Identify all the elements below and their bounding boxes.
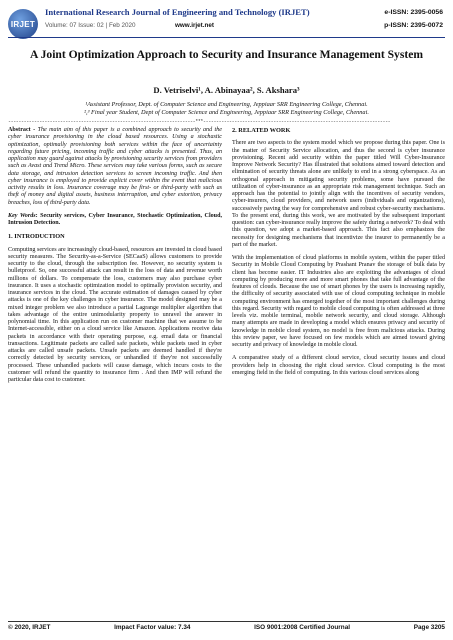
introduction-heading: 1. INTRODUCTION (8, 233, 65, 241)
footer-impact-factor: Impact Factor value: 7.34 (114, 624, 191, 631)
introduction-text: Computing services are increasingly cloud-based, resources are invested in cloud based security measures. The Security-as-a-Service (SECaaS) allows customers to provide security to the cloud, through the subscription fee. However, no security system is bulletproof. So, one successful attack can result in the loss of data and revenue worth millions of dollars. To compensate the loss, customers may also purchase cyber insurance. It uses a stochastic optimization model to optimally provision security, and insurance services in the cloud. The accurate estimation of damages caused by cyber attacks is one of the key challenges in cyber insurance. The model designed may be a mixed integer problem we also introduce a partial Lagrange multiplier algorithm that takes advantage of the entire unimodularity property to unravel the answer in polynomial time. In this application run on customer machine that we assume to be Internet-accessible, either on a cloud service like Amazon. Applications receive data packets in accordance with their operating purpose, e.g. email data or financial transactions. Legitimate packets are called safe packets, while packets used in cyber attacks are called unsafe packets. Unsafe packets are deemed handled if they're correctly detected by security services, or unhandled if they're not successfully processed. These unhandled packets will cause damage, which incurs costs to the customer will refund the quantity to insurance firm . And then IMP will refund the particular data cost to customer. (8, 246, 222, 383)
author-list: D. Vetriselvi¹, A. Abinayaa², S. Akshara³ (153, 85, 300, 95)
p-issn: p-ISSN: 2395-0072 (384, 22, 443, 29)
affiliation-1: ¹Assistant Professor, Dept. of Computer Science and Engineering, Jeppiaar SRR Engineering College, Chennai. (85, 101, 368, 108)
page-footer (8, 624, 445, 631)
footer-copyright: © 2020, IRJET (8, 624, 51, 631)
keywords (8, 213, 222, 228)
section-separator: ------------------------------------------------------------------------***------------------------------------------------------------------------ (8, 119, 391, 125)
volume-issue-line (45, 22, 214, 29)
abstract-label: Abstract - (8, 127, 36, 133)
abstract (8, 127, 222, 207)
related-work-heading: 2. RELATED WORK (232, 127, 291, 134)
left-column (8, 127, 222, 390)
e-issn: e-ISSN: 2395-0056 (384, 9, 443, 16)
related-work-paragraph-2: With the implementation of cloud platforms in mobile system, within the paper titled Security in Mobile Cloud Computing by Prashant Pranav the storage of bulk data by client has become easier. IT Industries also are exploiting the advantages of cloud computing by producing more and more smart phones that take full advantage of the features of clouds. Because the use of smart phones by the users is increasing rapidly, the difficulty of security associated with use of cloud computing technique in mobile computing environment has emerged together of the most important challenges during this regard. Security with regard to mobile cloud computing is often addressed at three levels viz. mobile terminal, mobile network security, and cloud storage. Although many attempts are made in developing a model which ensures privacy and security of knowledge in mobile cloud system, no model is free from malicious attacks. During this review paper, we have focused on few models which are aimed toward giving security and privacy of knowledge in mobile cloud. (232, 255, 445, 348)
keywords-label: Key Words (8, 212, 36, 219)
abstract-text: The main aim of this paper is a combined approach to security and the cyber insurance provisioning in the cloud based resources. Using a stochastic optimization, optimally provisioning both services within the face of uncertainty regarding future pricing, incoming traffic and cyber attacks is presented. Thus, an application may guard against attacks by provisioning security services from providers such as Avast and Trend Micro. These services may take various forms, such as secure data storage, and intrusion detection services to screen incoming traffic. And then cyber insurance is employed to provide explicit cover within the event that malicious activity results in loss. Insurance coverage may be first- or third-party with such as theft of money and digital assets, business interruption, and cyber extortion, privacy breaches, loss of third-party data. (8, 127, 222, 206)
journal-title: International Research Journal of Engineering and Technology (IRJET) (45, 7, 310, 17)
footer-page-number: Page 3205 (413, 624, 445, 631)
volume-issue: Volume: 07 Issue: 02 | Feb 2020 (45, 22, 136, 29)
header-divider (8, 37, 445, 38)
footer-divider (8, 621, 445, 622)
right-column (232, 127, 445, 383)
journal-website[interactable]: www.irjet.net (175, 22, 214, 29)
paper-title: A Joint Optimization Approach to Security and Insurance Management System (29, 48, 423, 61)
related-work-paragraph-1: There are two aspects to the system model which we propose during this paper. One is the matter of Security Service allocation, and thus the second is cyber insurance provisioning. Recent add security within the paper titled Will Cyber-Insurance Improve Network Security? Has illustrated that solutions aimed toward detection and elimination of security threats alone are unlikely to end in a strong cyberspace. As an orthogonal approach in mitigating security problems, some have pursued the utilization of cyber-insurance as an appropriate risk management technique. Such an approach has the potential to jointly align with the incentives of security vendors, cyber-insurers, cloud providers, and network users (individuals and organizations), successively paving the way for comprehensive and robust cyber-security mechanisms. To the present end, during this work, we are motivated by the subsequent important question: can cyber-insurance really improve the safety during a network? To deal with this question, we adopt a market-based approach. This fact also emphasizes the necessity for designing mechanisms that incentivize the insurer to permanently be a part of the market. (232, 140, 445, 248)
keywords-text: : Security services, Cyber Insurance, Stochastic Optimization, Cloud, Intrusion Detection. (8, 212, 222, 226)
related-work-paragraph-3: A comparative study of a different cloud service, cloud security issues and cloud providers help in choosing the right cloud service. Cloud computing is the most emerging field in the field of computing. In this various cloud services along (232, 355, 445, 376)
footer-iso: ISO 9001:2008 Certified Journal (254, 624, 351, 631)
affiliation-2: ²,³ Final year Student, Dept of Computer Science and Engineering, Jeppiaar SRR Engineering College, Chennai. (84, 109, 369, 116)
irjet-logo: IRJET (8, 9, 38, 39)
